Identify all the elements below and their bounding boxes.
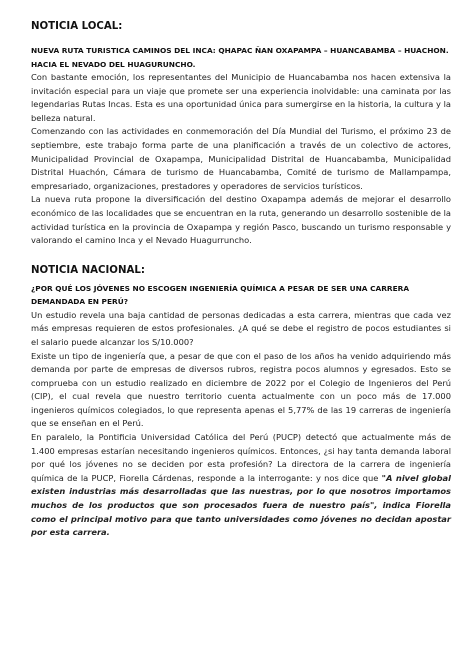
local-news-paragraph: La nueva ruta propone la diversificación del destino Oxapampa además de mejorar el desarrollo económico de las localidades que se encuentran en la ruta, generando un desarrollo sostenible de la actividad turística en la provincia de Oxapampa y región Pasco, buscando un turismo responsable y valorando el camino Inca y el Nevado Huagurruncho. (31, 194, 451, 246)
local-news-subtitle: NUEVA RUTA TURISTICA CAMINOS DEL INCA: QHAPAC ÑAN OXAPAMPA – HUANCABAMBA – HUACHON. HACIA EL NEVADO DEL HUAGURUNCHO. (31, 46, 449, 69)
national-news-heading: NOTICIA NACIONAL: (31, 264, 145, 276)
national-news-paragraph (31, 431, 451, 540)
national-news-paragraph: Un estudio revela una baja cantidad de personas dedicadas a esta carrera, mientras que cada vez más empresas requieren de estos profesionales. ¿A qué se debe el registro de pocos estudiantes si el salario puede alcanzar los S/10.000? (31, 309, 451, 347)
national-news-section (31, 264, 451, 540)
local-news-section (31, 20, 451, 248)
local-news-heading: NOTICIA LOCAL: (31, 21, 123, 32)
national-news-paragraph-lead: En paralelo, la Pontificia Universidad Católica del Perú (PUCP) detectó que actualmente más de 1.400 empresas estarían necesitando ingenieros químicos. Entonces, ¿si hay tanta demanda laboral por qué los jóvenes no se deciden por esta profesión? La directora de la carrera de ingeniería química de la PUCP, Fiorella Cárdenas, responde a la interrogante: y nos dice que (31, 432, 451, 483)
national-news-quote: "A nivel global existen industrias más desarrolladas que las nuestras, por lo que nosotros importamos muchos de los productos que son procesados fuera de nuestro país", indica Fiorella como el principal motivo para que tanto universidades como jóvenes no decidan apostar por esta carrera. (31, 472, 451, 538)
local-news-paragraph: Comenzando con las actividades en conmemoración del Día Mundial del Turismo, el próximo 23 de septiembre, este trabajo forma parte de una planificación a través de un colectivo de actores, Municipalidad Provincial de Oxapampa, Municipalidad Distrital de Huancabamba, Municipalidad Distrital Huachón, Cámara de turismo de Huancabamba, Comité de turismo de Mallampampa, empresariado, organizaciones, prestadores y operadores de servicios turísticos. (31, 126, 451, 191)
national-news-subtitle: ¿POR QUÉ LOS JÓVENES NO ESCOGEN INGENIERÍA QUÍMICA A PESAR DE SER UNA CARRERA DEMANDADA EN PERÚ? (31, 283, 410, 307)
local-news-paragraph: Con bastante emoción, los representantes del Municipio de Huancabamba nos hacen extensiva la invitación especial para un viaje que promete ser una experiencia inolvidable: una caminata por las legendarias Rutas Incas. Esta es una oportunidad única para sumergirse en la historia, la cultura y la belleza natural. (31, 72, 451, 123)
national-news-paragraph: Existe un tipo de ingeniería que, a pesar de que con el paso de los años ha venido adquiriendo más demanda por parte de empresas de diversos rubros, registra pocos alumnos y egresados. Esto se comprueba con un estudio realizado en diciembre de 2022 por el Colegio de Ingenieros del Perú (CIP), el cual revela que nuestro territorio cuenta actualmente con un poco más de 17.000 ingenieros químicos colegiados, lo que representa apenas el 5,77% de las 19 carreras de ingeniería que se enseñan en el Perú. (31, 350, 451, 429)
document-page (31, 20, 451, 540)
